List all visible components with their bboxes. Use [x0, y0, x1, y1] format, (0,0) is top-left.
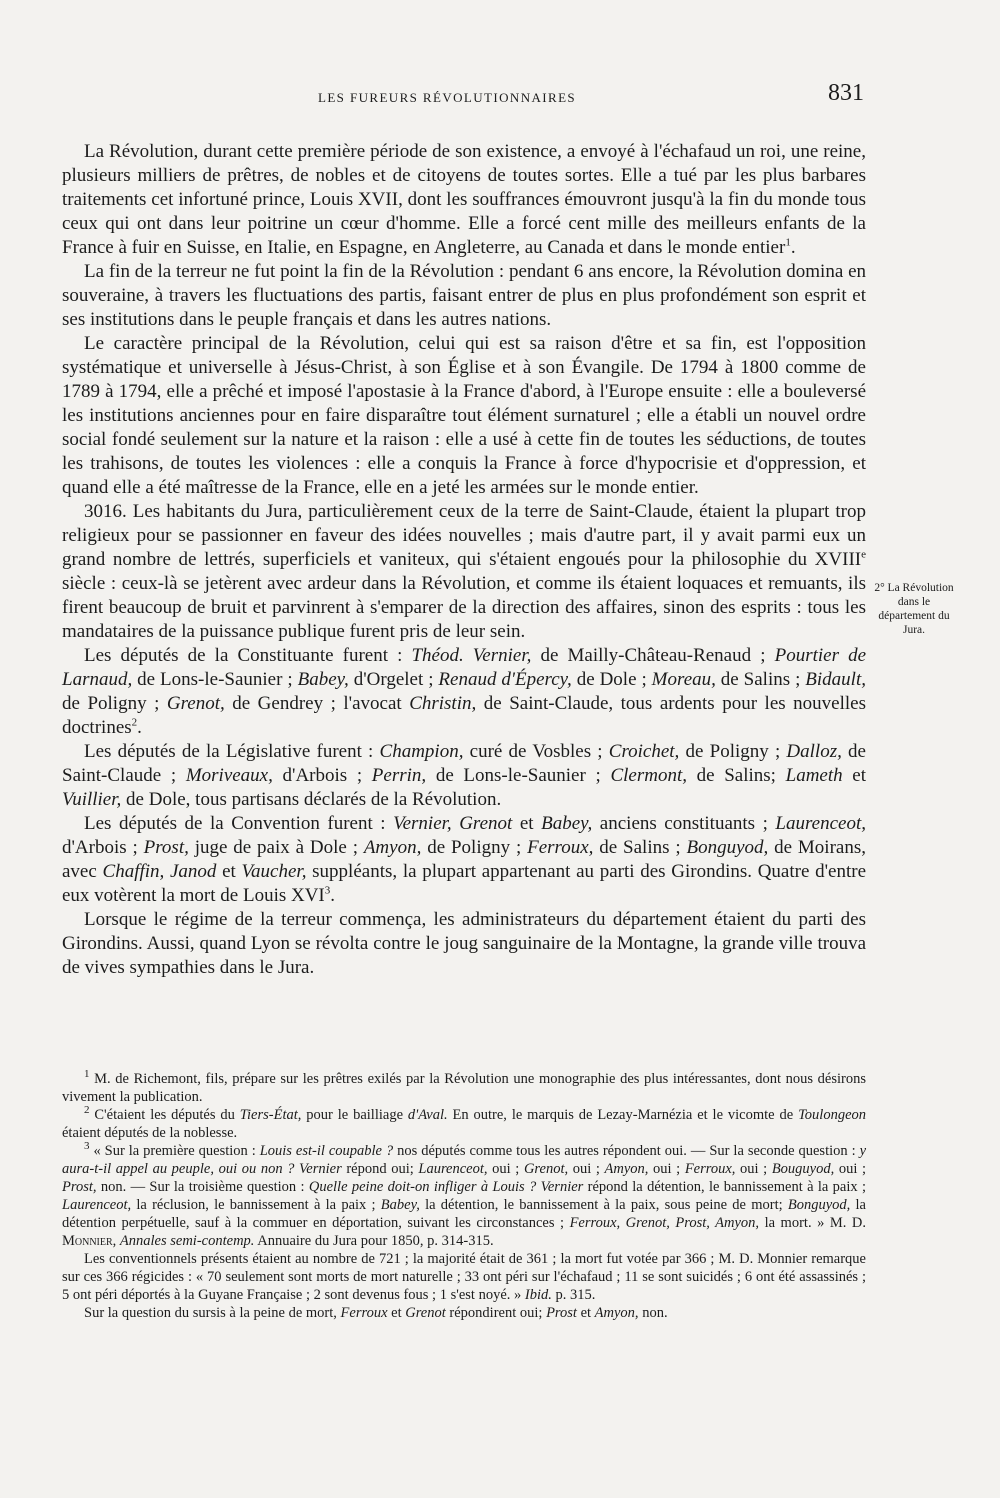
text-run: Monnier — [62, 1233, 113, 1249]
page-number: 831 — [828, 80, 864, 106]
text-run: Grenot, — [523, 1161, 569, 1177]
text-run: Les députés de la Convention furent : — [84, 813, 394, 834]
text-run: Prost, — [143, 837, 189, 858]
footnote-fn3 — [62, 1142, 866, 1250]
text-run: . — [137, 717, 142, 738]
text-run: Dalloz, — [786, 741, 842, 762]
text-run: y aura-t-il appel au peuple, oui ou non ? Vernier — [62, 1143, 866, 1177]
text-run: Bidault, — [805, 669, 866, 690]
text-run: Ferroux — [340, 1305, 388, 1321]
text-run: Grenot — [405, 1305, 446, 1321]
text-run: Sur la question du sursis à la peine de mort, — [84, 1305, 341, 1321]
note-reference: e — [861, 548, 866, 561]
paragraph-p4 — [62, 500, 866, 644]
text-run: non. — [638, 1305, 668, 1321]
note-reference: 3 — [324, 884, 331, 897]
main-text — [62, 140, 866, 980]
text-run: de Lons-le-Saunier ; — [132, 669, 298, 690]
text-run: de Poligny ; — [679, 741, 787, 762]
text-run: Les députés de la Législative furent : — [84, 741, 380, 762]
text-run: Les conventionnels présents étaient au nombre de 721 ; la majorité était de 361 ; la mort fut votée par 366 ; M. D. Monnier remarque sur ces 366 régicides : « 70 seulement sont morts de mort naturelle ; 33 ont péri sur l'échafaud ; 11 se sont suicidés ; 6 ont été assassinés ; 5 ont péri déportés à la Guyane Française ; 2 sont devenus fous ; 1 s'est noyé. » — [62, 1251, 866, 1303]
text-run: Quelle peine doit-on infliger à Louis ? Vernier — [308, 1179, 584, 1195]
text-run: la détention perpétuelle, sauf à la commuer en déportation, suivant les circonstances ; — [62, 1197, 866, 1231]
text-run: Bonguyod, — [787, 1197, 851, 1213]
text-run: de Mailly-Château-Renaud ; — [531, 645, 775, 666]
text-run: Grenot, — [166, 693, 225, 714]
footnote-fn4 — [62, 1250, 866, 1304]
marginal-note: 2° La Révolution dans le département du Jura. — [874, 582, 954, 636]
text-run: oui ; — [568, 1161, 605, 1177]
note-reference: 2 — [131, 716, 138, 729]
text-run: et — [216, 861, 242, 882]
paragraph-p2 — [62, 260, 866, 332]
text-run: de Saint-Claude ; — [62, 741, 866, 786]
paragraph-p3 — [62, 332, 866, 500]
footnote-fn1 — [62, 1070, 866, 1106]
text-run: d'Arbois ; — [62, 837, 144, 858]
text-run: Babey, — [541, 813, 593, 834]
text-run: Amyon, — [363, 837, 422, 858]
text-run: Lameth — [785, 765, 843, 786]
text-run: Ferroux, — [527, 837, 594, 858]
text-run: Tiers-État, — [239, 1107, 302, 1123]
text-run: Vuillier, — [62, 789, 122, 810]
text-run: de Dole ; — [571, 669, 652, 690]
text-run: Toulongeon — [798, 1107, 867, 1123]
note-reference: 3 — [84, 1140, 90, 1153]
text-run: siècle : ceux-là se jetèrent avec ardeur dans la Révolution, et comme ils étaient loquaces et remuants, ils firent beaucoup de bruit et parvinrent à s'emparer de la direction des affaires, sinon des esprits : tous les mandataires de la puissance publique furent pris de leur sein. — [62, 573, 866, 642]
text-run: oui ; — [648, 1161, 685, 1177]
text-run: de Gendrey ; l'avocat — [224, 693, 410, 714]
text-run: oui ; — [735, 1161, 772, 1177]
text-run: Chaffin, Janod — [102, 861, 217, 882]
text-run: Pourtier de Larnaud, — [62, 645, 867, 690]
text-run: d'Arbois ; — [272, 765, 372, 786]
text-run: Laurenceot, — [418, 1161, 488, 1177]
text-run: répondirent oui; — [445, 1305, 547, 1321]
text-run: . — [790, 237, 796, 258]
text-run: de Salins ; — [715, 669, 806, 690]
text-run: Ferroux, Grenot, Prost, Amyon, — [569, 1215, 760, 1231]
text-run: et — [576, 1305, 595, 1321]
text-run: Champion, — [379, 741, 464, 762]
text-run: Annuaire du Jura pour 1850, p. 314-315. — [254, 1233, 494, 1249]
text-run: de Saint-Claude, tous ardents pour les nouvelles doctrines — [62, 693, 866, 738]
text-run: oui ; — [834, 1161, 867, 1177]
text-run: de Salins; — [686, 765, 786, 786]
text-run: Les députés de la Constituante furent : — [84, 645, 412, 666]
paragraph-p6 — [62, 740, 866, 812]
text-run: la mort. » M. D. — [759, 1215, 867, 1231]
text-run: de Poligny ; — [62, 693, 167, 714]
text-run: Bonguyod, — [686, 837, 769, 858]
text-run: Laurenceot, — [775, 813, 866, 834]
footnote-fn5 — [62, 1304, 866, 1322]
text-run: Babey, — [380, 1197, 420, 1213]
text-run: répond la détention, le bannissement à la paix ; — [583, 1179, 866, 1195]
text-run: , — [112, 1233, 120, 1249]
text-run: En outre, le marquis de Lezay-Marnézia et le vicomte de — [447, 1107, 799, 1123]
text-run: p. 315. — [551, 1287, 596, 1303]
text-run: non. — Sur la troisième question : — [96, 1179, 309, 1195]
text-run: Vernier, Grenot — [393, 813, 513, 834]
paragraph-p5 — [62, 644, 866, 740]
text-run: la détention, le bannissement à la paix, sous peine de mort; — [419, 1197, 788, 1213]
text-run: . — [330, 885, 336, 906]
text-run: Amyon, — [594, 1305, 639, 1321]
text-run: oui ; — [487, 1161, 524, 1177]
text-run: Moreau, — [651, 669, 716, 690]
note-reference: 1 — [785, 236, 791, 249]
text-run: M. de Richemont, fils, prépare sur les prêtres exilés par la Révolution une monographie des plus intéressantes, dont nous désirons vivement la publication. — [62, 1071, 866, 1105]
text-run: Louis est-il coupable ? — [259, 1143, 394, 1159]
note-reference: 2 — [84, 1104, 90, 1117]
footnote-fn2 — [62, 1106, 866, 1142]
text-run: Annales semi-contemp. — [119, 1233, 255, 1249]
text-run: « Sur la première question : — [89, 1143, 260, 1159]
text-run: Vaucher, — [241, 861, 307, 882]
text-run: La fin de la terreur ne fut point la fin de la Révolution : pendant 6 ans encore, la Révolution domina en souveraine, à travers les fluctuations des partis, faisant entrer de plus en plus profondément son esprit et ses institutions dans le peuple français et dans les autres nations. — [62, 261, 866, 330]
text-run: de Moirans, avec — [62, 837, 866, 882]
text-run: et — [512, 813, 542, 834]
text-run: Clermont, — [610, 765, 687, 786]
text-run: Laurenceot, — [62, 1197, 132, 1213]
text-run: étaient députés de la noblesse. — [62, 1125, 238, 1141]
text-run: Bouguyod, — [771, 1161, 835, 1177]
text-run: et — [842, 765, 866, 786]
text-run: d'Aval. — [407, 1107, 448, 1123]
text-run: de Salins ; — [593, 837, 687, 858]
footnotes — [62, 1070, 866, 1322]
text-run: d'Orgelet ; — [348, 669, 439, 690]
paragraph-p7 — [62, 812, 866, 908]
text-run: Perrin, — [371, 765, 427, 786]
paragraph-p8 — [62, 908, 866, 980]
text-run: et — [387, 1305, 406, 1321]
text-run: La Révolution, durant cette première période de son existence, a envoyé à l'échafaud un roi, une reine, plusieurs milliers de prêtres, de nobles et de citoyens de toutes sortes. Elle a tué par les plus barbares traitements cet infortuné prince, Louis XVII, dont les souffrances émouvront jusqu'à la fin du monde tous ceux qui ont dans leur poitrine un cœur d'homme. Elle a forcé cent mille des meilleurs enfants de la France à fuir en Suisse, en Italie, en Espagne, en Angleterre, au Canada et dans le monde entier — [62, 141, 866, 258]
text-run: Ferroux, — [684, 1161, 736, 1177]
text-run: la réclusion, le bannissement à la paix ; — [131, 1197, 381, 1213]
paragraph-p1 — [62, 140, 866, 260]
text-run: de Lons-le-Saunier ; — [426, 765, 611, 786]
text-run: Amyon, — [604, 1161, 649, 1177]
text-run: pour le bailliage — [301, 1107, 408, 1123]
text-run: Prost — [546, 1305, 577, 1321]
text-run: C'étaient les députés du — [89, 1107, 240, 1123]
text-run: Prost, — [62, 1179, 97, 1195]
running-header-title: LES FUREURS RÉVOLUTIONNAIRES — [318, 90, 577, 105]
text-run: Christin, — [409, 693, 477, 714]
text-run: Théod. Vernier, — [411, 645, 532, 666]
text-run: Ibid. — [524, 1287, 552, 1303]
text-run: nos députés comme tous les autres répondent oui. — Sur la seconde question : — [393, 1143, 860, 1159]
text-run: Croichet, — [608, 741, 680, 762]
text-run: suppléants, la plupart appartenant au parti des Girondins. Quatre d'entre eux votèrent la mort de Louis XVI — [62, 861, 866, 906]
text-run: 3016. Les habitants du Jura, particulièrement ceux de la terre de Saint-Claude, étaient la plupart trop religieux pour se passionner en faveur des idées nouvelles ; mais d'autre part, il y avait parmi eux un grand nombre de lettrés, superficiels et vaniteux, qui s'étaient engoués pour la philosophie du XVIII — [62, 501, 866, 570]
text-run: Le caractère principal de la Révolution, celui qui est sa raison d'être et sa fin, est l'opposition systématique et universelle à Jésus-Christ, à son Église et à son Évangile. De 1794 à 1800 comme de 1789 à 1794, elle a prêché et imposé l'apostasie à la France d'abord, à l'Europe ensuite : elle a bouleversé les institutions anciennes pour en faire disparaître tout élément surnaturel ; elle a établi un nouvel ordre social fondé seulement sur la nature et la raison : elle a usé à cette fin de toutes les séductions, de toutes les trahisons, de toutes les violences : elle a conquis la France à force d'hypocrisie et d'oppression, et quand elle a été maîtresse de la France, elle en a jeté les armées sur le monde entier. — [62, 333, 866, 498]
text-run: Lorsque le régime de la terreur commença, les administrateurs du département étaient du parti des Girondins. Aussi, quand Lyon se révolta contre le joug sanguinaire de la Montagne, la grande ville trouva de vives sympathies dans le Jura. — [62, 909, 866, 978]
text-run: curé de Vosbles ; — [463, 741, 609, 762]
note-reference: 1 — [84, 1068, 90, 1081]
text-run: anciens constituants ; — [592, 813, 776, 834]
text-run: Babey, — [297, 669, 349, 690]
text-run: juge de paix à Dole ; — [188, 837, 364, 858]
text-run: répond oui; — [341, 1161, 419, 1177]
text-run: Moriveaux, — [185, 765, 273, 786]
text-run: de Poligny ; — [421, 837, 528, 858]
text-run: de Dole, tous partisans déclarés de la Révolution. — [121, 789, 502, 810]
text-run: Renaud d'Épercy, — [438, 669, 572, 690]
